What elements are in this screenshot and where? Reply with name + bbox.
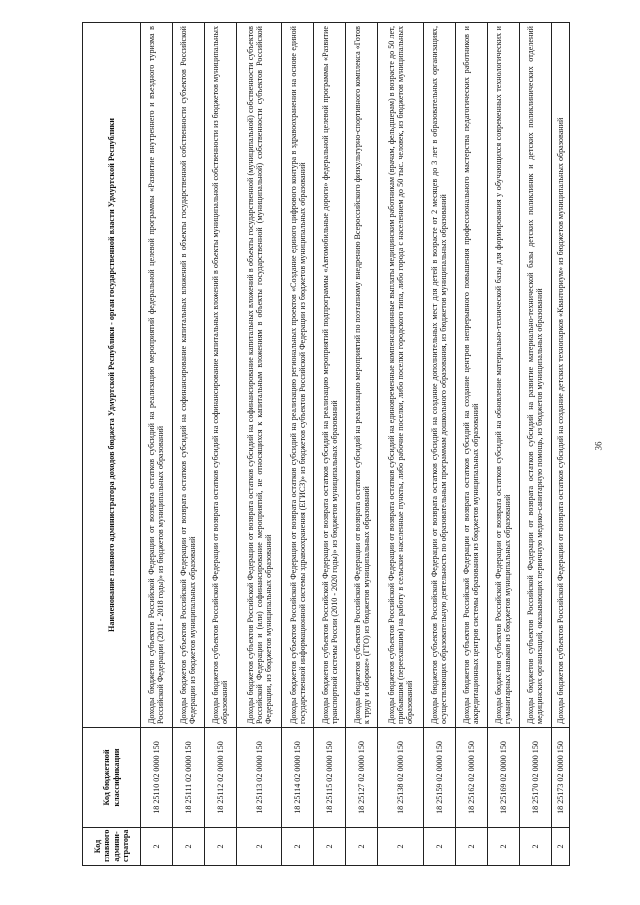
budget-code-cell: 18 25159 02 0000 150: [423, 728, 455, 828]
revenue-name-cell: Доходы бюджетов субъектов Российской Федерации от возврата остатков субсидий на создание детских технопарков «Кванториум» из бюджетов муниципальных образований: [551, 23, 569, 728]
table-row: [519, 23, 551, 866]
table-row: [487, 23, 519, 866]
table-row: [455, 23, 487, 866]
revenue-name-cell: Доходы бюджетов субъектов Российской Федерации от возврата остатков субсидий на софинансирование капитальных вложений в объекты муниципальной собственности из бюджетов муниципальных образований: [204, 23, 236, 728]
admin-code-cell: 2: [378, 828, 424, 866]
admin-code-cell: 2: [236, 828, 282, 866]
revenue-name-cell: Доходы бюджетов субъектов Российской Федерации от возврата остатков субсидий на единовременные компенсационные выплаты медицинским работникам (врачам, фельдшерам) в возрасте до 50 лет, прибывшим (переехавшим) на работу в сельские населенные пункты, либо рабочие поселки, либо поселки городского типа, либо города с населением до 50 тыс. человек, из бюджетов муниципальных образований: [378, 23, 424, 728]
revenue-name-cell: Доходы бюджетов субъектов Российской Федерации от возврата остатков субсидий на создание центров непрерывного повышения профессионального мастерства педагогических работников и аккредитационных центров системы образования из бюджетов муниципальных образований: [455, 23, 487, 728]
revenue-name-cell: Доходы бюджетов субъектов Российской Федерации от возврата остатков субсидий на реализацию мероприятий подпрограммы «Автомобильные дороги» федеральной целевой программы «Развитие транспортной системы России (2010 - 2020 годы)» из бюджетов муниципальных образований: [314, 23, 346, 728]
table-row: [378, 23, 424, 866]
budget-code-cell: 18 25113 02 0000 150: [236, 728, 282, 828]
header-budget-code: Код бюджетной классификации: [83, 728, 141, 828]
admin-code-cell: 2: [314, 828, 346, 866]
admin-code-cell: 2: [204, 828, 236, 866]
revenue-name-cell: Доходы бюджетов субъектов Российской Федерации от возврата остатков субсидий на создание дополнительных мест для детей в возрасте от 2 месяцев до 3 лет в образовательных организациях, осуществляющих образовательную деятельность по образовательным программам дошкольного образования, из бюджетов муниципальных образований: [423, 23, 455, 728]
table-row: [314, 23, 346, 866]
table-row: [423, 23, 455, 866]
admin-code-cell: 2: [487, 828, 519, 866]
admin-code-cell: 2: [346, 828, 378, 866]
table-body: [141, 23, 570, 866]
budget-code-cell: 18 25112 02 0000 150: [204, 728, 236, 828]
revenue-name-cell: Доходы бюджетов субъектов Российской Федерации от возврата остатков субсидий на софинансирование капитальных вложений в объекты государственной (муниципальной) собственности субъектов Российской Федерации и (или) софинансирование мероприятий, не относящихся к капитальным вложениям в объекты государственной (муниципальной) собственности субъектов Российской Федерации, из бюджетов муниципальных образований: [236, 23, 282, 728]
table-header-row: [83, 23, 141, 866]
budget-code-cell: 18 25111 02 0000 150: [172, 728, 204, 828]
page-number: 36: [593, 441, 604, 451]
table-row: [141, 23, 173, 866]
table-row: [204, 23, 236, 866]
budget-code-cell: 18 25138 02 0000 150: [378, 728, 424, 828]
table-row: [346, 23, 378, 866]
admin-code-cell: 2: [519, 828, 551, 866]
admin-code-cell: 2: [455, 828, 487, 866]
table-row: [282, 23, 314, 866]
budget-code-cell: 18 25169 02 0000 150: [487, 728, 519, 828]
revenue-name-cell: Доходы бюджетов субъектов Российской Федерации от возврата остатков субсидий на реализацию региональных проектов «Создание единого цифрового контура в здравоохранении на основе единой государственной информационной системы здравоохранения (ЕГИСЗ)» из бюджетов субъектов Российской Федерации из бюджетов муниципальных образований: [282, 23, 314, 728]
budget-code-cell: 18 25162 02 0000 150: [455, 728, 487, 828]
header-name: Наименование главного администратора доходов бюджета Удмуртской Республики - орган государственной власти Удмуртской Республики: [83, 23, 141, 728]
budget-code-cell: 18 25170 02 0000 150: [519, 728, 551, 828]
budget-code-cell: 18 25114 02 0000 150: [282, 728, 314, 828]
budget-code-cell: 18 25173 02 0000 150: [551, 728, 569, 828]
admin-code-cell: 2: [282, 828, 314, 866]
budget-code-cell: 18 25115 02 0000 150: [314, 728, 346, 828]
admin-code-cell: 2: [423, 828, 455, 866]
budget-code-cell: 18 25127 02 0000 150: [346, 728, 378, 828]
revenue-name-cell: Доходы бюджетов субъектов Российской Федерации от возврата остатков субсидий на обновление материально-технической базы для формирования у обучающихся современных технологических и гуманитарных навыков из бюджетов муниципальных образований: [487, 23, 519, 728]
revenue-table: [82, 22, 570, 866]
table-row: [236, 23, 282, 866]
revenue-name-cell: Доходы бюджетов субъектов Российской Федерации от возврата остатков субсидий на развитие материально-технической базы детских поликлиник и детских поликлинических отделений медицинских организаций, оказывающих первичную медико-санитарную помощь, из бюджетов муниципальных образований: [519, 23, 551, 728]
table-row: [551, 23, 569, 866]
revenue-name-cell: Доходы бюджетов субъектов Российской Федерации от возврата остатков субсидий на реализацию мероприятий федеральной целевой программы «Развитие внутреннего и въездного туризма в Российской Федерации (2011 - 2018 годы)» из бюджетов муниципальных образований: [141, 23, 173, 728]
budget-code-cell: 18 25110 02 0000 150: [141, 728, 173, 828]
header-admin-code: Код главного админи-стратора: [83, 828, 141, 866]
revenue-name-cell: Доходы бюджетов субъектов Российской Федерации от возврата остатков субсидий на реализацию мероприятий по поэтапному внедрению Всероссийского физкультурно-спортивного комплекса «Готов к труду и обороне» (ГТО) из бюджетов муниципальных образований: [346, 23, 378, 728]
table-row: [172, 23, 204, 866]
revenue-table-rotated: [82, 23, 570, 866]
admin-code-cell: 2: [172, 828, 204, 866]
revenue-name-cell: Доходы бюджетов субъектов Российской Федерации от возврата остатков субсидий на софинансирование капитальных вложений в объекты государственной собственности субъектов Российской Федерации из бюджетов муниципальных образований: [172, 23, 204, 728]
admin-code-cell: 2: [141, 828, 173, 866]
admin-code-cell: 2: [551, 828, 569, 866]
